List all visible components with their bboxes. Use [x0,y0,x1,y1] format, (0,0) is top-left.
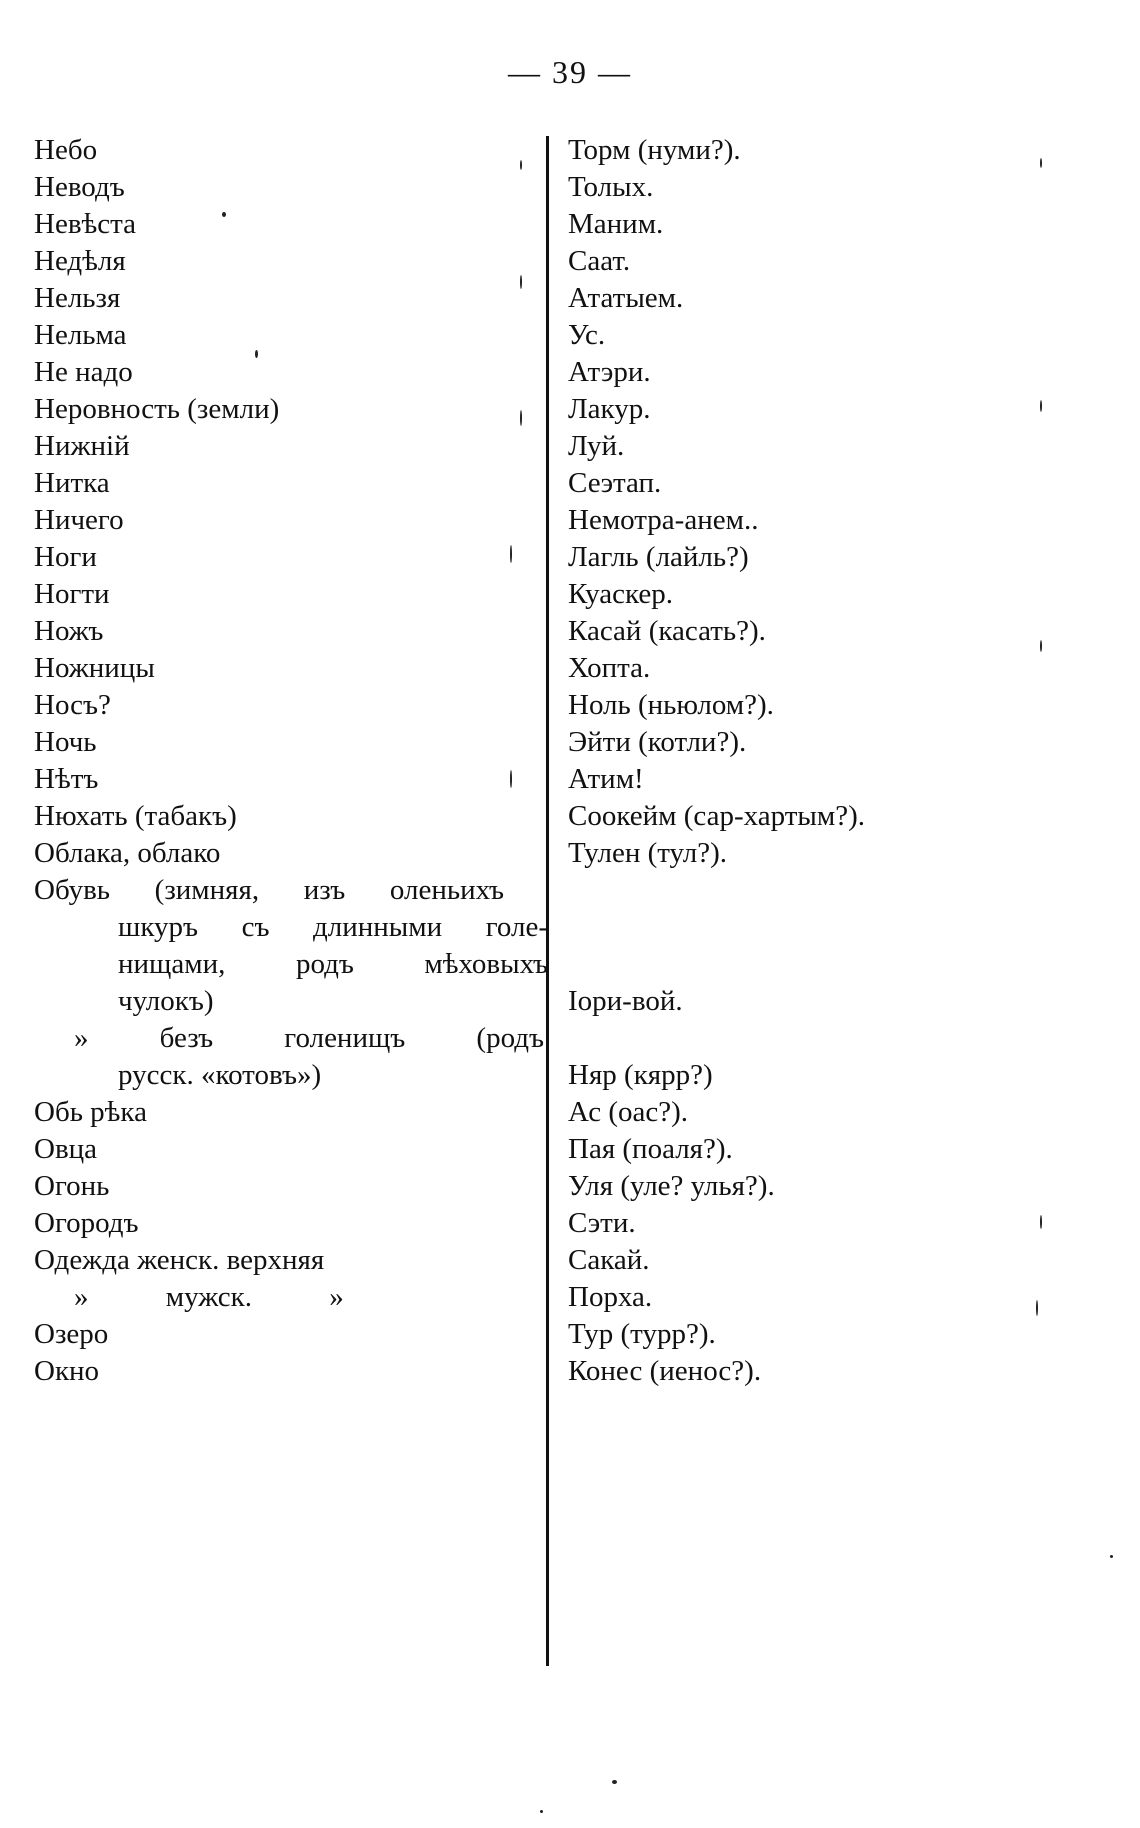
right-entry: Касай (касать?). [568,615,766,647]
left-entry: Ножницы [34,652,155,684]
left-entry: Нитка [34,467,110,499]
left-entry-continued: чулокъ) [118,985,214,1017]
right-entry: Ататыем. [568,282,684,314]
left-entry: Огородъ [34,1207,139,1239]
right-entry: Уля (уле? улья?). [568,1170,775,1202]
left-entry: Овца [34,1133,98,1165]
left-entry: Не надо [34,356,133,388]
left-entry: Нижній [34,430,130,462]
right-entry: Іори-вой. [568,985,683,1017]
scan-speck [520,160,522,170]
left-entry: Нельзя [34,282,121,314]
scan-speck [540,1810,543,1813]
left-subentry: » безъ голенищъ (родъ [74,1022,544,1054]
left-entry: Одежда женск. верхняя [34,1244,325,1276]
right-entry: Сэти. [568,1207,636,1239]
right-entry: Пая (поаля?). [568,1133,733,1165]
right-entry: Конес (иенос?). [568,1355,762,1387]
left-entry: Нельма [34,319,127,351]
right-entry: Саат. [568,245,631,277]
left-entry: Недѣля [34,245,126,277]
right-entry: Луй. [568,430,625,462]
scan-speck [612,1780,617,1784]
left-entry: Ноги [34,541,97,573]
left-entry-continued: русск. «котовъ») [118,1059,322,1091]
right-entry: Тулен (тул?). [568,837,728,869]
left-entry: Невѣста [34,208,137,240]
right-entry: Тур (турр?). [568,1318,716,1350]
right-entry: Ас (оас?). [568,1096,689,1128]
left-entry: Небо [34,134,98,166]
left-entry: Ночь [34,726,97,758]
scan-speck [1040,158,1042,168]
scan-speck [1040,640,1042,652]
right-entry: Ноль (ньюлом?). [568,689,774,721]
left-entry: Нѣтъ [34,763,99,795]
right-entry: Атэри. [568,356,651,388]
left-subentry: » мужск. » [74,1281,344,1313]
right-entry: Атим! [568,763,644,795]
scan-speck [1040,1215,1042,1229]
scan-speck [510,770,512,788]
left-entry: Огонь [34,1170,110,1202]
left-entry: Неводъ [34,171,125,203]
scan-speck [1036,1300,1038,1316]
page-number: — 39 — [508,54,632,90]
column-divider [546,136,549,1666]
right-entry: Толых. [568,171,654,203]
left-entry: Ничего [34,504,124,536]
left-entry: Облака, облако [34,837,221,869]
scan-speck [255,350,258,358]
scan-speck [510,545,512,563]
right-entry: Куаскер. [568,578,674,610]
left-entry: Обь рѣка [34,1096,147,1128]
right-entry: Ус. [568,319,606,351]
left-entry: Неровность (земли) [34,393,280,425]
right-entry: Хопта. [568,652,651,684]
right-entry: Лагль (лайль?) [568,541,749,573]
left-entry: Обувь (зимняя, изъ оленьихъ [34,874,504,906]
left-entry-continued: нищами, родъ мѣховыхъ [118,948,548,980]
right-entry: Торм (нуми?). [568,134,741,166]
left-entry: Ножъ [34,615,104,647]
right-entry: Соокейм (сар-хартым?). [568,800,866,832]
left-entry: Нюхать (табакъ) [34,800,237,832]
scan-speck [1110,1555,1113,1558]
scan-speck [1040,400,1042,412]
left-entry: Носъ? [34,689,111,721]
right-entry: Няр (кярр?) [568,1059,713,1091]
right-entry: Немотра-анем.. [568,504,759,536]
left-entry: Ногти [34,578,110,610]
right-entry: Эйти (котли?). [568,726,747,758]
right-entry: Маним. [568,208,664,240]
left-entry-continued: шкуръ съ длинными голе- [118,911,548,943]
right-entry: Порха. [568,1281,653,1313]
right-entry: Сеэтап. [568,467,662,499]
left-entry: Окно [34,1355,100,1387]
scan-speck [520,410,522,426]
left-entry: Озеро [34,1318,109,1350]
right-entry: Лакур. [568,393,651,425]
right-entry: Сакай. [568,1244,650,1276]
scan-speck [222,212,226,217]
scan-speck [520,275,522,289]
